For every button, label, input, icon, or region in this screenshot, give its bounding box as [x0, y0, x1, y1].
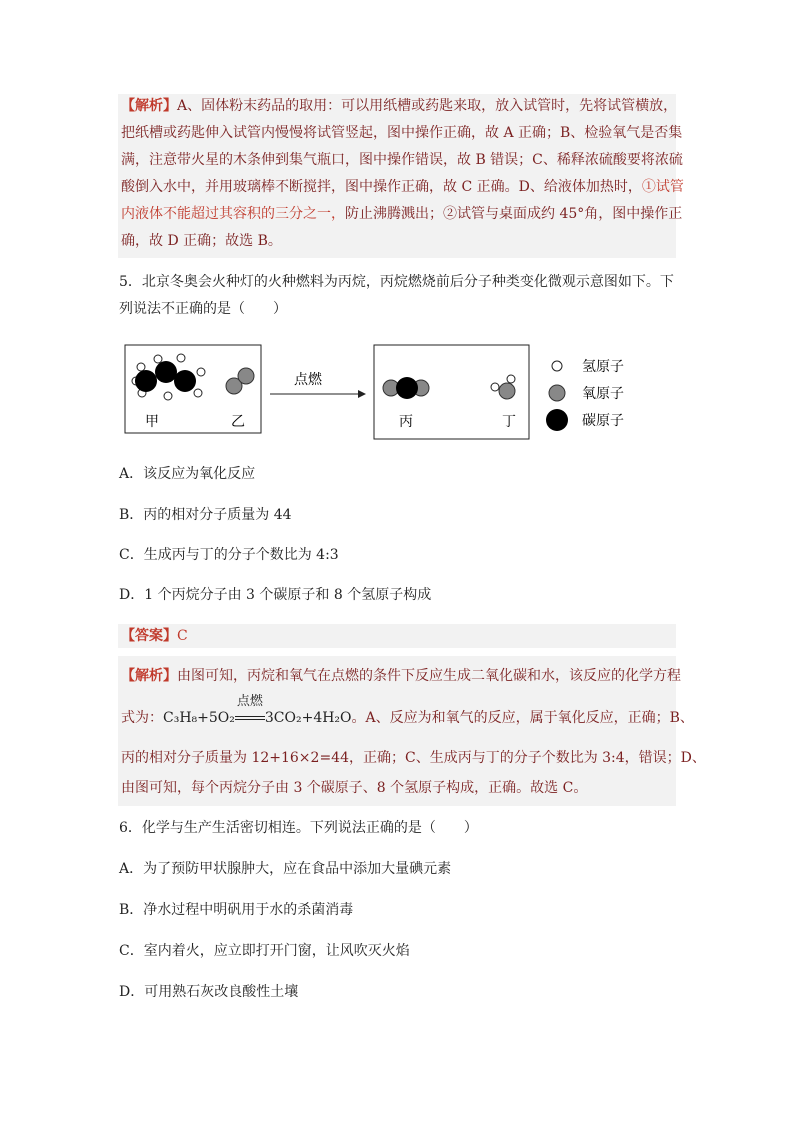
analysis-text: 由图可知，丙烷和氧气在点燃的条件下反应生成二氧化碳和水，该反应的化学方程 — [177, 668, 681, 684]
analysis-text: A、固体粉末药品的取用：可以用纸槽或药匙来取，放入试管时，先将试管横放， — [177, 98, 678, 114]
q6-option-d: D．可用熟石灰改良酸性土壤 — [119, 984, 299, 1000]
oxygen-atom — [499, 383, 515, 399]
legend-hydrogen-icon — [552, 361, 562, 371]
analysis-q4-line4 — [121, 177, 684, 197]
legend-oxygen-icon — [549, 385, 565, 401]
analysis-text: 酸倒入水中，并用玻璃棒不断搅拌，图中操作正确，故 C 正确。D、给液体加热时， — [121, 179, 642, 195]
analysis-bracket: 【解析】 — [121, 668, 177, 684]
analysis-q4-line2 — [121, 123, 682, 143]
analysis-text: 由图可知，每个丙烷分子由 3 个碳原子、8 个氢原子构成，正确。故选 C。 — [121, 780, 588, 796]
legend-oxygen-label: 氧原子 — [582, 386, 624, 402]
equation-condition — [235, 694, 265, 728]
analysis-text: 满，注意带火星的木条伸到集气瓶口，图中操作错误，故 B 错误；C、稀释浓硫酸要将浓硫 — [121, 152, 683, 168]
carbon-dioxide-molecule — [383, 377, 429, 399]
q5-option-c: C．生成丙与丁的分子个数比为 4:3 — [119, 547, 339, 563]
equation-equals-bar — [235, 716, 265, 720]
legend-carbon-icon — [546, 409, 568, 431]
analysis-q5-line2 — [121, 694, 694, 728]
hydrogen-atom — [491, 383, 499, 391]
carbon-atom — [174, 370, 196, 392]
analysis-q4-line6 — [121, 231, 282, 251]
legend-carbon-label: 碳原子 — [582, 413, 624, 429]
label-jia: 甲 — [145, 414, 159, 430]
analysis-q5-line3 — [121, 748, 706, 768]
analysis-q4-line1 — [121, 96, 677, 116]
equation-left: C₃H₈+5O₂ — [163, 710, 235, 726]
analysis-text: 确，故 D 正确；故选 B。 — [121, 233, 282, 249]
hydrogen-atom — [197, 368, 205, 376]
reaction-diagram — [118, 338, 658, 444]
analysis-q4-line5 — [121, 204, 682, 224]
question-5-stem-line2: 列说法不正确的是（ ） — [119, 301, 287, 317]
carbon-atom — [135, 370, 157, 392]
answer-bracket: 【答案】 — [121, 628, 177, 644]
hydrogen-atom — [177, 354, 185, 362]
analysis-bracket: 【解析】 — [121, 98, 177, 114]
label-bing: 丙 — [399, 414, 413, 430]
analysis-text: 防止沸腾溅出；②试管与桌面成约 45°角，图中操作正 — [345, 206, 683, 222]
q6-option-c: C．室内着火，应立即打开门窗，让风吹灭火焰 — [119, 943, 410, 959]
label-ding: 丁 — [502, 414, 516, 430]
legend-hydrogen-label: 氢原子 — [582, 359, 624, 375]
carbon-atom — [155, 361, 177, 383]
question-5-stem-line1: 5．北京冬奥会火种灯的火种燃料为丙烷，丙烷燃烧前后分子种类变化微观示意图如下。下 — [119, 274, 674, 290]
analysis-text: 把纸槽或药匙伸入试管内慢慢将试管竖起，图中操作正确，故 A 正确；B、检验氧气是否集 — [121, 125, 683, 141]
equation-condition-text: 点燃 — [236, 694, 263, 709]
oxygen-atom — [238, 368, 254, 384]
equation-right: 3CO₂+4H₂O — [264, 710, 352, 726]
answer-line-q5 — [121, 626, 188, 646]
answer-shade-q5 — [118, 624, 676, 648]
analysis-q5-line4 — [121, 778, 587, 798]
analysis-text: 丙的相对分子质量为 12+16×2=44，正确；C、生成丙与丁的分子个数比为 3:4，错误；D、 — [121, 750, 706, 766]
analysis-q5-line1 — [121, 666, 681, 686]
hydrogen-atom — [164, 392, 172, 400]
hydrogen-atom — [154, 355, 162, 363]
analysis-highlight: 内液体不能超过其容积的三分之一， — [121, 206, 345, 222]
analysis-text: 。A、反应为和氧气的反应，属于氧化反应，正确；B、 — [351, 710, 694, 726]
analysis-q4-line3 — [121, 150, 683, 170]
q5-option-d: D．1 个丙烷分子由 3 个碳原子和 8 个氢原子构成 — [119, 587, 432, 603]
question-6-stem: 6．化学与生产生活密切相连。下列说法正确的是（ ） — [119, 820, 478, 836]
analysis-text: 式为： — [121, 710, 163, 726]
hydrogen-atom — [194, 389, 202, 397]
arrow-label: 点燃 — [294, 372, 322, 388]
hydrogen-atom — [507, 375, 515, 383]
hydrogen-atom — [137, 363, 145, 371]
carbon-atom — [396, 377, 418, 399]
arrow-head — [358, 390, 366, 398]
q6-option-b: B．净水过程中明矾用于水的杀菌消毒 — [119, 902, 354, 918]
label-yi: 乙 — [231, 414, 245, 430]
answer-value: C — [177, 628, 188, 644]
q5-option-b: B．丙的相对分子质量为 44 — [119, 507, 292, 523]
analysis-highlight: ①试管 — [641, 179, 684, 195]
q5-option-a: A．该反应为氧化反应 — [119, 466, 256, 482]
q6-option-a: A．为了预防甲状腺肿大，应在食品中添加大量碘元素 — [119, 861, 452, 877]
